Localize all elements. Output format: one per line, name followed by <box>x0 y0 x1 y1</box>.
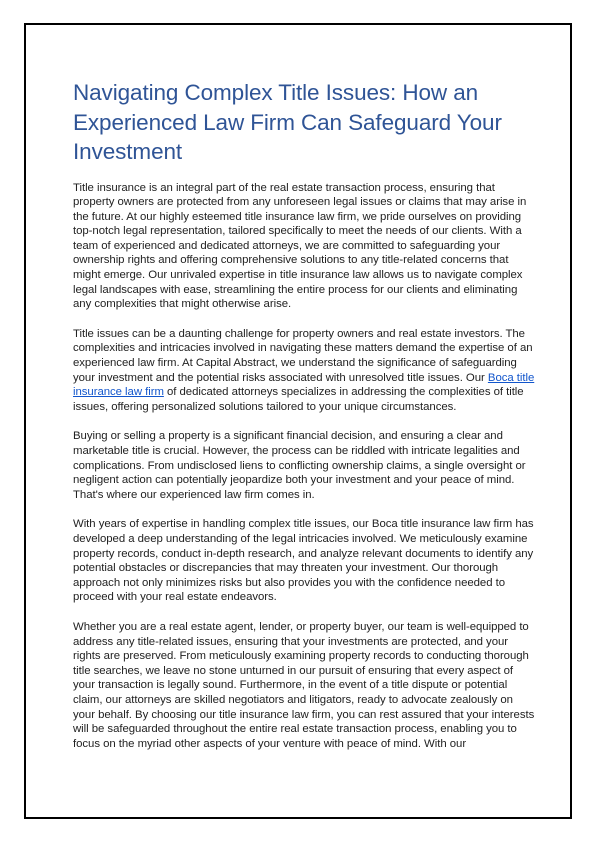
paragraph-1: Title insurance is an integral part of the real estate transaction process, ensuring that property owners are protected from any unforeseen legal issues or claims that may arise in the future. At our highly esteemed title insurance law firm, we pride ourselves on providing top-notch legal representation, tailored specifically to meet the needs of our clients. With a team of experienced and dedicated attorneys, we are committed to safeguarding your ownership rights and offering comprehensive solutions to any title-related concerns that might emerge. Our unrivaled expertise in title insurance law allows us to navigate complex legal landscapes with ease, streamlining the entire process for our clients and eliminating any complexities that might otherwise arise. <box>73 181 527 311</box>
document-title: Navigating Complex Title Issues: How an Experienced Law Firm Can Safeguard Your Investment <box>73 80 502 164</box>
paragraph-3: Buying or selling a property is a significant financial decision, and ensuring a clear and marketable title is crucial. However, the process can be riddled with intricate legalities and complications. From undisclosed liens to conflicting ownership claims, a single oversight or negligent action can potentially jeopardize both your investment and your peace of mind. That's where our experienced law firm comes in. <box>73 430 526 501</box>
boca-title-insurance-law-firm-link[interactable]: Boca title insurance law firm <box>73 371 535 399</box>
paragraph-2-text-before-link: Title issues can be a daunting challenge for property owners and real estate investors. The complexities and intricacies involved in navigating these matters demand the expertise of an experienced law firm. At Capital Abstract, we understand the significance of safeguarding your investment and the potential risks associated with unresolved title issues. Our <box>73 327 533 384</box>
paragraph-4: With years of expertise in handling complex title issues, our Boca title insurance law firm has developed a deep understanding of the legal intricacies involved. We meticulously examine property records, conduct in-depth research, and analyze relevant documents to identify any potential obstacles or discrepancies that may threaten your investment. Our thorough approach not only minimizes risks but also provides you with the confidence needed to proceed with your real estate endeavors. <box>73 518 534 604</box>
paragraph-2-text-after-link: of dedicated attorneys specializes in addressing the complexities of title issues, offering personalized solutions tailored to your unique circumstances. <box>73 386 524 413</box>
paragraph-5: Whether you are a real estate agent, lender, or property buyer, our team is well-equipped to address any title-related issues, ensuring that your investments are protected, and your rights are preserved. From meticulously examining property records to conducting thorough title searches, we leave no stone unturned in our pursuit of ensuring that every aspect of your transaction is legally sound. Furthermore, in the event of a title dispute or potential claim, our attorneys are skilled negotiators and litigators, ready to advocate zealously on your behalf. By choosing our title insurance law firm, you can rest assured that your interests will be safeguarded throughout the entire real estate transaction process, enabling you to focus on the myriad other aspects of your venture with peace of mind. With our <box>73 620 535 750</box>
paragraph-2 <box>73 327 535 415</box>
document-body <box>73 78 535 766</box>
